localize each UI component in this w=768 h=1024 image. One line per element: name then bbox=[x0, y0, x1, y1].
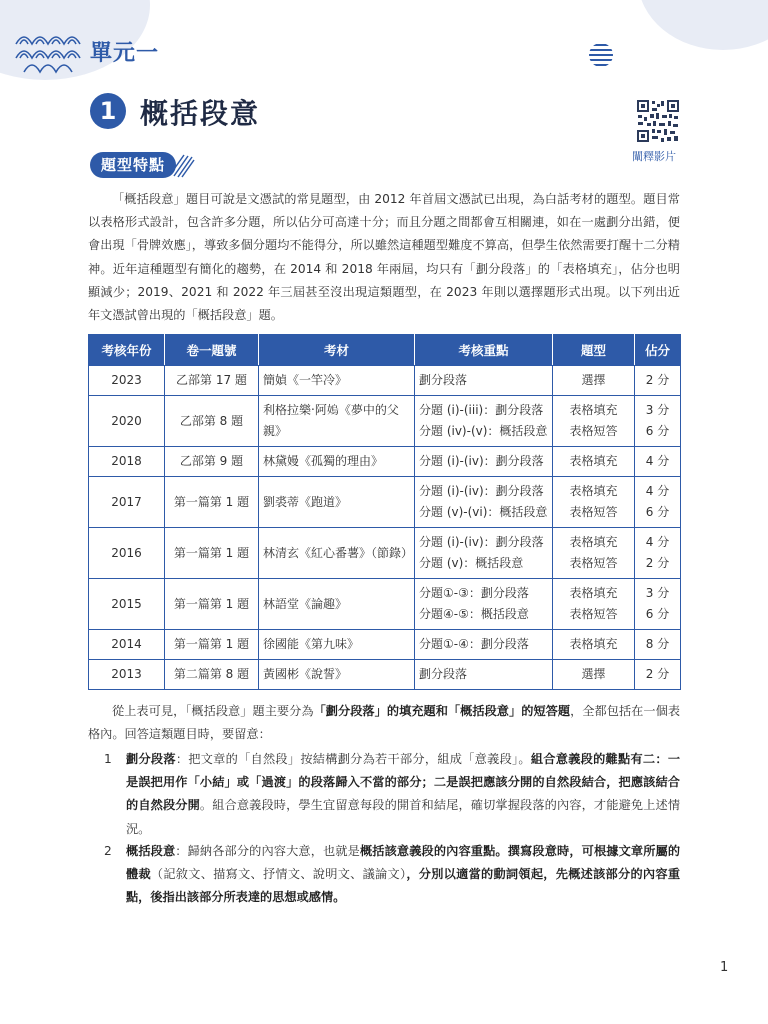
score-cell-line: 3 分 bbox=[645, 403, 670, 417]
score-cell-line: 4 分 bbox=[645, 535, 670, 549]
focus-cell bbox=[415, 396, 553, 447]
type-cell-line: 表格填充 bbox=[569, 454, 618, 468]
score-cell bbox=[635, 579, 681, 630]
score-cell-line: 2 分 bbox=[645, 667, 670, 681]
year-cell: 2014 bbox=[89, 630, 165, 660]
column-header: 卷一題號 bbox=[165, 335, 259, 366]
type-cell bbox=[553, 447, 635, 477]
score-cell bbox=[635, 366, 681, 396]
table-row bbox=[89, 579, 681, 630]
type-cell-line: 表格短答 bbox=[569, 505, 618, 519]
year-cell: 2018 bbox=[89, 447, 165, 477]
text-span: ：把文章的「自然段」按結構劃分為若干部分，組成「意義段」。 bbox=[175, 752, 531, 766]
type-cell-line: 表格短答 bbox=[569, 424, 618, 438]
type-cell-line: 表格短答 bbox=[569, 607, 618, 621]
type-cell-line: 表格填充 bbox=[569, 403, 618, 417]
focus-cell-line: 分題 (iv)-(v)：概括段意 bbox=[419, 424, 548, 438]
material-cell: 林黛嫚《孤獨的理由》 bbox=[259, 447, 415, 477]
score-cell-line: 4 分 bbox=[645, 484, 670, 498]
question-cell: 第一篇第 1 題 bbox=[165, 528, 259, 579]
focus-cell bbox=[415, 660, 553, 690]
score-cell-line: 3 分 bbox=[645, 586, 670, 600]
bold-text: 「劃分段落」的填充題和「概括段意」的短答題 bbox=[313, 704, 571, 718]
score-cell bbox=[635, 477, 681, 528]
score-cell-line: 6 分 bbox=[645, 607, 670, 621]
score-cell bbox=[635, 447, 681, 477]
stripes-decoration-icon bbox=[170, 150, 196, 180]
table-row bbox=[89, 477, 681, 528]
focus-cell-line: 分題 (v)-(vi)：概括段意 bbox=[419, 505, 548, 519]
text-span: 從上表可見，「概括段意」題主要分為 bbox=[112, 704, 314, 718]
material-cell: 利格拉樂‧阿𡠄《夢中的父親》 bbox=[259, 396, 415, 447]
column-header: 佔分 bbox=[635, 335, 681, 366]
column-header: 考核年份 bbox=[89, 335, 165, 366]
focus-cell-line: 分題①-④：劃分段落 bbox=[419, 637, 529, 651]
text-span: ，全都包括在一個表格內。回答這類題目時，要留意： bbox=[88, 704, 681, 742]
type-cell-line: 選擇 bbox=[581, 667, 606, 681]
year-cell: 2013 bbox=[89, 660, 165, 690]
page-number: 1 bbox=[720, 960, 729, 975]
focus-cell bbox=[415, 477, 553, 528]
focus-cell-line: 分題 (i)-(iv)：劃分段落 bbox=[419, 484, 544, 498]
intro-paragraph: 「概括段意」題目可說是文憑試的常見題型，由 2012 年首屆文憑試已出現，為白話考材的題型。題目常以表格形式設計，包含許多分題，所以佔分可高達十分；而且分題之間都會互相關連，如在一處劃分出錯，便會出現「骨牌效應」，導致多個分題均不能得分，所以雖然這種題型難度不算高，但學生依然需要打醒十二分精神。近年這種題型有簡化的趨勢，在 2014 和 2018 年兩屆，均只有「劃分段落」的「表格填充」，佔分也明顯減少；2019、2021 和 2022 年三屆甚至沒出現這類題型，在 2023 年則以選擇題形式出現。以下列出近年文憑試曾出現的「概括段意」題。 bbox=[88, 192, 680, 323]
exam-table bbox=[88, 334, 681, 690]
focus-cell-line: 分題 (i)-(iv)：劃分段落 bbox=[419, 535, 544, 549]
type-cell bbox=[553, 579, 635, 630]
type-cell bbox=[553, 396, 635, 447]
table-row bbox=[89, 396, 681, 447]
table-row bbox=[89, 630, 681, 660]
text-span: ：歸納各部分的內容大意，也就是 bbox=[175, 844, 360, 858]
text-span: （記敘文、描寫文、抒情文、說明文、議論文） bbox=[150, 867, 407, 882]
type-cell bbox=[553, 660, 635, 690]
qr-label: 闡釋影片 bbox=[632, 150, 676, 163]
score-cell-line: 2 分 bbox=[645, 373, 670, 387]
focus-cell-line: 劃分段落 bbox=[419, 373, 468, 387]
question-cell: 乙部第 8 題 bbox=[165, 396, 259, 447]
focus-cell-line: 分題 (v)：概括段意 bbox=[419, 556, 524, 570]
corner-decoration bbox=[638, 0, 768, 50]
question-cell: 乙部第 9 題 bbox=[165, 447, 259, 477]
type-cell bbox=[553, 477, 635, 528]
table-row bbox=[89, 660, 681, 690]
material-cell: 劉裘蒂《跑道》 bbox=[259, 477, 415, 528]
focus-cell-line: 分題 (i)-(iv)：劃分段落 bbox=[419, 454, 544, 468]
question-cell: 第二篇第 8 題 bbox=[165, 660, 259, 690]
score-cell-line: 8 分 bbox=[645, 637, 670, 651]
question-cell: 乙部第 17 題 bbox=[165, 366, 259, 396]
table-row bbox=[89, 528, 681, 579]
focus-cell-line: 分題 (i)-(iii)：劃分段落 bbox=[419, 403, 544, 417]
score-cell-line: 6 分 bbox=[645, 424, 670, 438]
table-row bbox=[89, 366, 681, 396]
question-cell: 第一篇第 1 題 bbox=[165, 477, 259, 528]
score-cell bbox=[635, 630, 681, 660]
feature-tag: 題型特點 bbox=[90, 152, 176, 178]
column-header: 考材 bbox=[259, 335, 415, 366]
material-cell: 黃國彬《說誓》 bbox=[259, 660, 415, 690]
score-cell-line: 4 分 bbox=[645, 454, 670, 468]
focus-cell bbox=[415, 447, 553, 477]
column-header: 題型 bbox=[553, 335, 635, 366]
material-cell: 簡媜《一竿冷》 bbox=[259, 366, 415, 396]
bold-text: 組合意義段的難點有二：一是誤把用作「小結」或「過渡」的段落歸入不當的部分；二是誤把應該分開的自然段結合，把應該結合的自然段分開 bbox=[126, 752, 681, 813]
type-cell bbox=[553, 366, 635, 396]
bold-text: 概括該意義段的內容重點。撰寫段意時，可根據文章所屬的體裁 bbox=[126, 844, 681, 882]
question-cell: 第一篇第 1 題 bbox=[165, 579, 259, 630]
score-cell bbox=[635, 660, 681, 690]
focus-cell bbox=[415, 366, 553, 396]
focus-cell-line: 劃分段落 bbox=[419, 667, 468, 681]
focus-cell bbox=[415, 528, 553, 579]
column-header: 考核重點 bbox=[415, 335, 553, 366]
section-number: 1 bbox=[90, 93, 126, 129]
material-cell: 徐國能《第九味》 bbox=[259, 630, 415, 660]
year-cell: 2020 bbox=[89, 396, 165, 447]
type-cell-line: 表格填充 bbox=[569, 535, 618, 549]
summary-paragraph bbox=[88, 700, 680, 746]
focus-cell-line: 分題①-③：劃分段落 bbox=[419, 586, 529, 600]
score-cell bbox=[635, 528, 681, 579]
type-cell-line: 表格填充 bbox=[569, 586, 618, 600]
list-item bbox=[104, 748, 680, 841]
year-cell: 2016 bbox=[89, 528, 165, 579]
list-number: 2 bbox=[104, 844, 112, 858]
table-row bbox=[89, 447, 681, 477]
focus-cell-line: 分題④-⑤：概括段意 bbox=[419, 607, 529, 621]
score-cell bbox=[635, 396, 681, 447]
wave-pattern-icon bbox=[14, 24, 86, 76]
list-number: 1 bbox=[104, 752, 112, 766]
table-header-row bbox=[89, 335, 681, 366]
material-cell: 林語堂《論趣》 bbox=[259, 579, 415, 630]
type-cell-line: 表格填充 bbox=[569, 637, 618, 651]
type-cell-line: 表格短答 bbox=[569, 556, 618, 570]
bold-text: ，分別以適當的動詞領起，先概述該部分的內容重點，後指出該部分所表達的思想或感情。 bbox=[126, 867, 681, 905]
focus-cell bbox=[415, 579, 553, 630]
type-cell-line: 選擇 bbox=[581, 373, 606, 387]
score-cell-line: 2 分 bbox=[645, 556, 670, 570]
bold-text: 劃分段落 bbox=[126, 752, 176, 766]
year-cell: 2023 bbox=[89, 366, 165, 396]
section-title: 概括段意 bbox=[140, 97, 261, 130]
question-cell: 第一篇第 1 題 bbox=[165, 630, 259, 660]
striped-circle-icon bbox=[588, 42, 614, 68]
type-cell-line: 表格填充 bbox=[569, 484, 618, 498]
score-cell-line: 6 分 bbox=[645, 505, 670, 519]
qr-code-icon[interactable] bbox=[636, 99, 680, 143]
text-span: 。組合意義段時，學生宜留意每段的開首和結尾，確切掌握段落的內容，才能避免上述情況。 bbox=[126, 798, 681, 836]
type-cell bbox=[553, 630, 635, 660]
year-cell: 2015 bbox=[89, 579, 165, 630]
bold-text: 概括段意 bbox=[126, 844, 176, 858]
type-cell bbox=[553, 528, 635, 579]
list-item bbox=[104, 840, 680, 910]
focus-cell bbox=[415, 630, 553, 660]
material-cell: 林清玄《紅心番薯》（節錄） bbox=[259, 528, 415, 579]
unit-label: 單元一 bbox=[90, 41, 160, 66]
year-cell: 2017 bbox=[89, 477, 165, 528]
